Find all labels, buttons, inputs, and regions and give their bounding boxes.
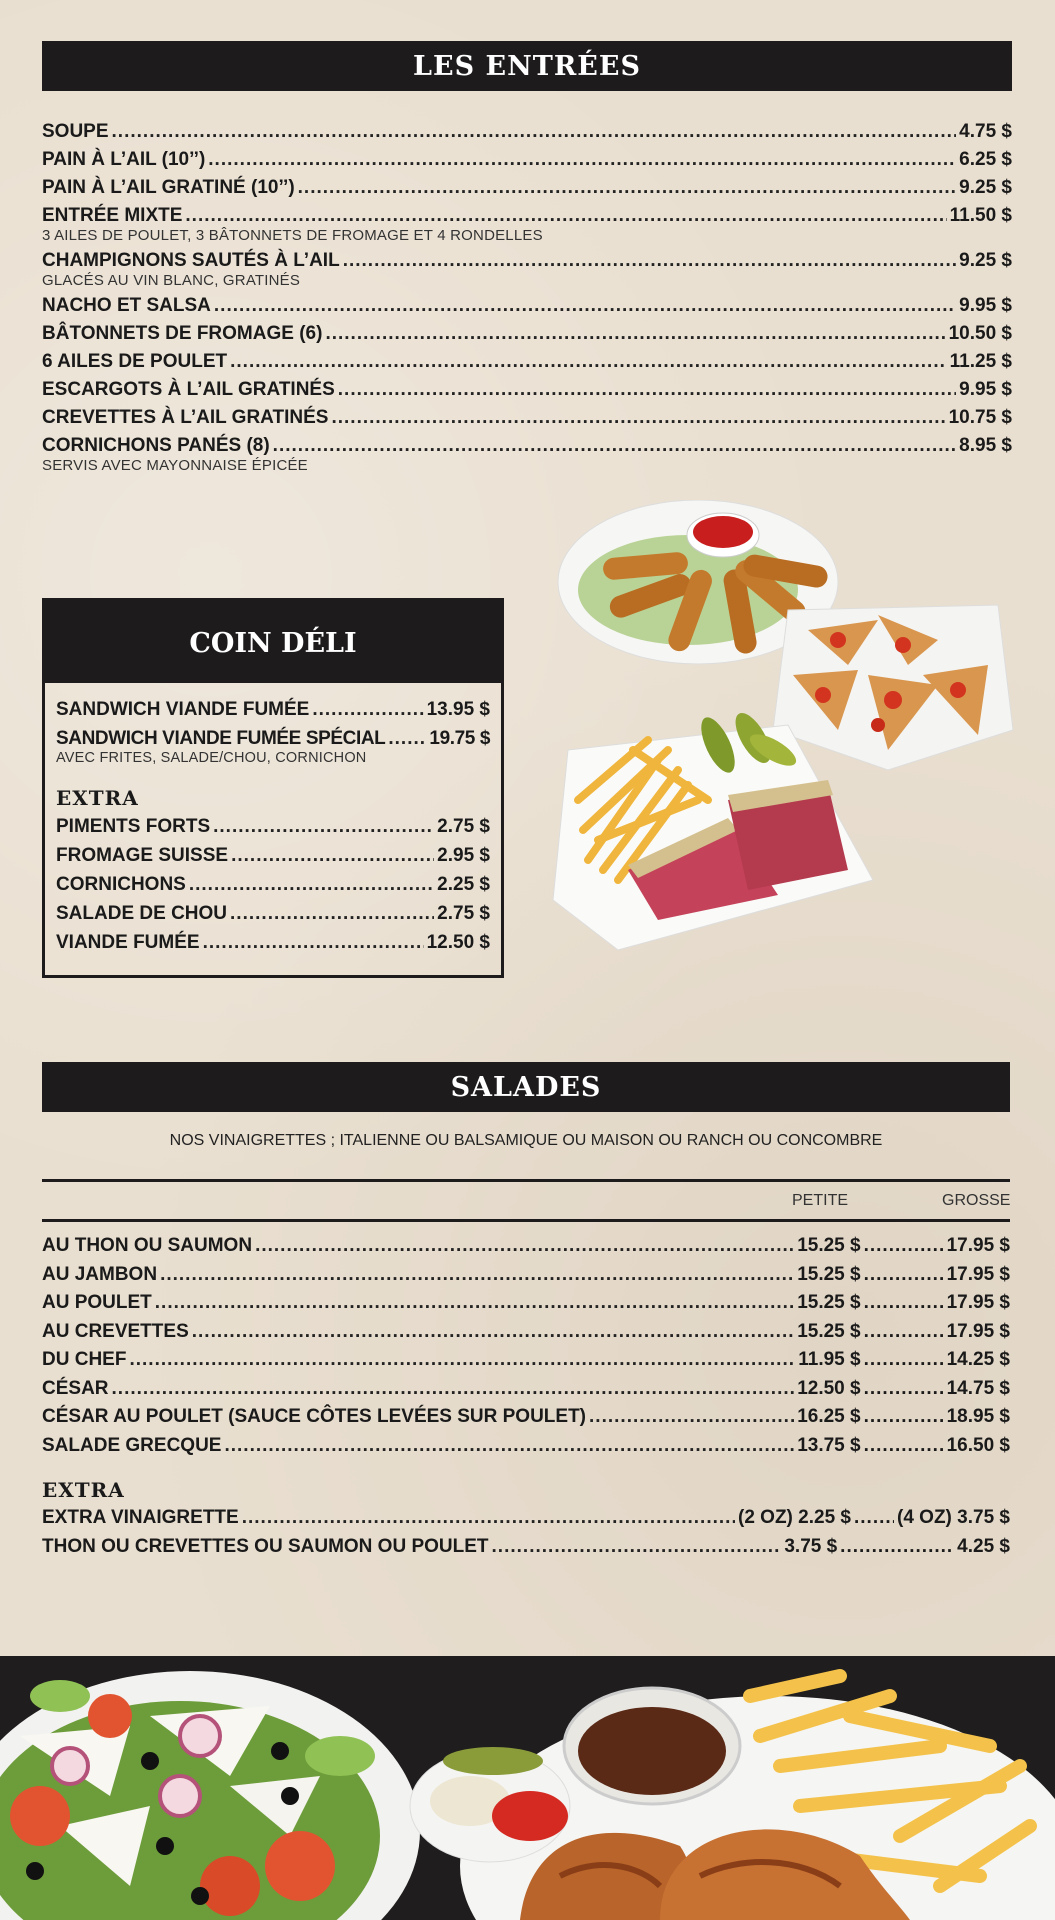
menu-item: SANDWICH VIANDE FUMÉE ..... 13.95 $ <box>56 695 490 724</box>
menu-item: PAIN À L’AIL GRATINÉ (10’’) ..... 9.25 $ <box>42 174 1012 202</box>
menu-item: ENTRÉE MIXTE ..... 11.50 $ <box>42 202 1012 230</box>
divider <box>42 1219 1010 1222</box>
menu-item: AU JAMBON ..... 15.25 $ ..... 17.95 $ <box>42 1261 1010 1290</box>
salad-chicken-photo <box>0 1656 1055 1920</box>
salades-banner <box>42 1062 1010 1112</box>
divider <box>42 1179 1010 1182</box>
menu-item-note: GLACÉS AU VIN BLANC, GRATINÉS <box>42 272 301 289</box>
menu-item-note: 3 AILES DE POULET, 3 BÂTONNETS DE FROMAGE ET 4 RONDELLES <box>42 227 543 244</box>
menu-item: CORNICHONS ..... 2.25 $ <box>56 870 490 899</box>
menu-item: AU CREVETTES ..... 15.25 $ ..... 17.95 $ <box>42 1318 1010 1347</box>
appetizer-deli-photo <box>548 500 1018 960</box>
menu-item: ESCARGOTS À L’AIL GRATINÉS ..... 9.95 $ <box>42 376 1012 404</box>
salades-list <box>42 1232 1010 1561</box>
menu-item: PIMENTS FORTS ..... 2.75 $ <box>56 812 490 841</box>
deli-title: COIN DÉLI <box>45 601 501 683</box>
deli-section <box>42 598 504 978</box>
menu-item: SOUPE ..... 4.75 $ <box>42 118 1012 146</box>
menu-item: BÂTONNETS DE FROMAGE (6) ..... 10.50 $ <box>42 320 1012 348</box>
vinaigrettes-note: NOS VINAIGRETTES ; ITALIENNE OU BALSAMIQUE OU MAISON OU RANCH OU CONCOMBRE <box>169 1132 883 1149</box>
column-header-large: GROSSE <box>942 1192 1011 1209</box>
menu-item-note: SERVIS AVEC MAYONNAISE ÉPICÉE <box>42 457 308 474</box>
menu-item: SALADE GRECQUE ..... 13.75 $ ..... 16.50 $ <box>42 1432 1010 1461</box>
menu-item: AU THON OU SAUMON ..... 15.25 $ ..... 17.95 $ <box>42 1232 1010 1261</box>
menu-item: CÉSAR AU POULET (SAUCE CÔTES LEVÉES SUR POULET) ..... 16.25 $ ..... 18.95 $ <box>42 1403 1010 1432</box>
menu-item: CHAMPIGNONS SAUTÉS À L’AIL ..... 9.25 $ <box>42 247 1012 275</box>
deli-extra-title: EXTRA <box>56 786 139 810</box>
menu-item: NACHO ET SALSA ..... 9.95 $ <box>42 292 1012 320</box>
salades-extra-title: EXTRA <box>42 1478 125 1502</box>
column-header-small: PETITE <box>792 1192 849 1209</box>
menu-item-note: AVEC FRITES, SALADE/CHOU, CORNICHON <box>56 750 367 766</box>
menu-item: CREVETTES À L’AIL GRATINÉS ..... 10.75 $ <box>42 404 1012 432</box>
menu-item: SALADE DE CHOU ..... 2.75 $ <box>56 899 490 928</box>
menu-item: EXTRA VINAIGRETTE ..... (2 OZ) 2.25 $ ..... (4 OZ) 3.75 $ <box>42 1504 1010 1533</box>
entrees-title: LES ENTRÉES <box>413 51 641 82</box>
menu-item: CORNICHONS PANÉS (8) ..... 8.95 $ <box>42 432 1012 460</box>
menu-item: AU POULET ..... 15.25 $ ..... 17.95 $ <box>42 1289 1010 1318</box>
deli-list <box>56 695 490 957</box>
menu-item: VIANDE FUMÉE ..... 12.50 $ <box>56 928 490 957</box>
salades-title: SALADES <box>450 1072 602 1103</box>
entrees-list <box>42 118 1012 477</box>
menu-item: SANDWICH VIANDE FUMÉE SPÉCIAL ..... 19.75 $ <box>56 724 490 753</box>
menu-item: THON OU CREVETTES OU SAUMON OU POULET ..... 3.75 $ ..... 4.25 $ <box>42 1533 1010 1562</box>
menu-item: PAIN À L’AIL (10’’) ..... 6.25 $ <box>42 146 1012 174</box>
menu-item: 6 AILES DE POULET ..... 11.25 $ <box>42 348 1012 376</box>
entrees-banner <box>42 41 1012 91</box>
menu-item: FROMAGE SUISSE ..... 2.95 $ <box>56 841 490 870</box>
menu-item: DU CHEF ..... 11.95 $ ..... 14.25 $ <box>42 1346 1010 1375</box>
menu-item: CÉSAR ..... 12.50 $ ..... 14.75 $ <box>42 1375 1010 1404</box>
